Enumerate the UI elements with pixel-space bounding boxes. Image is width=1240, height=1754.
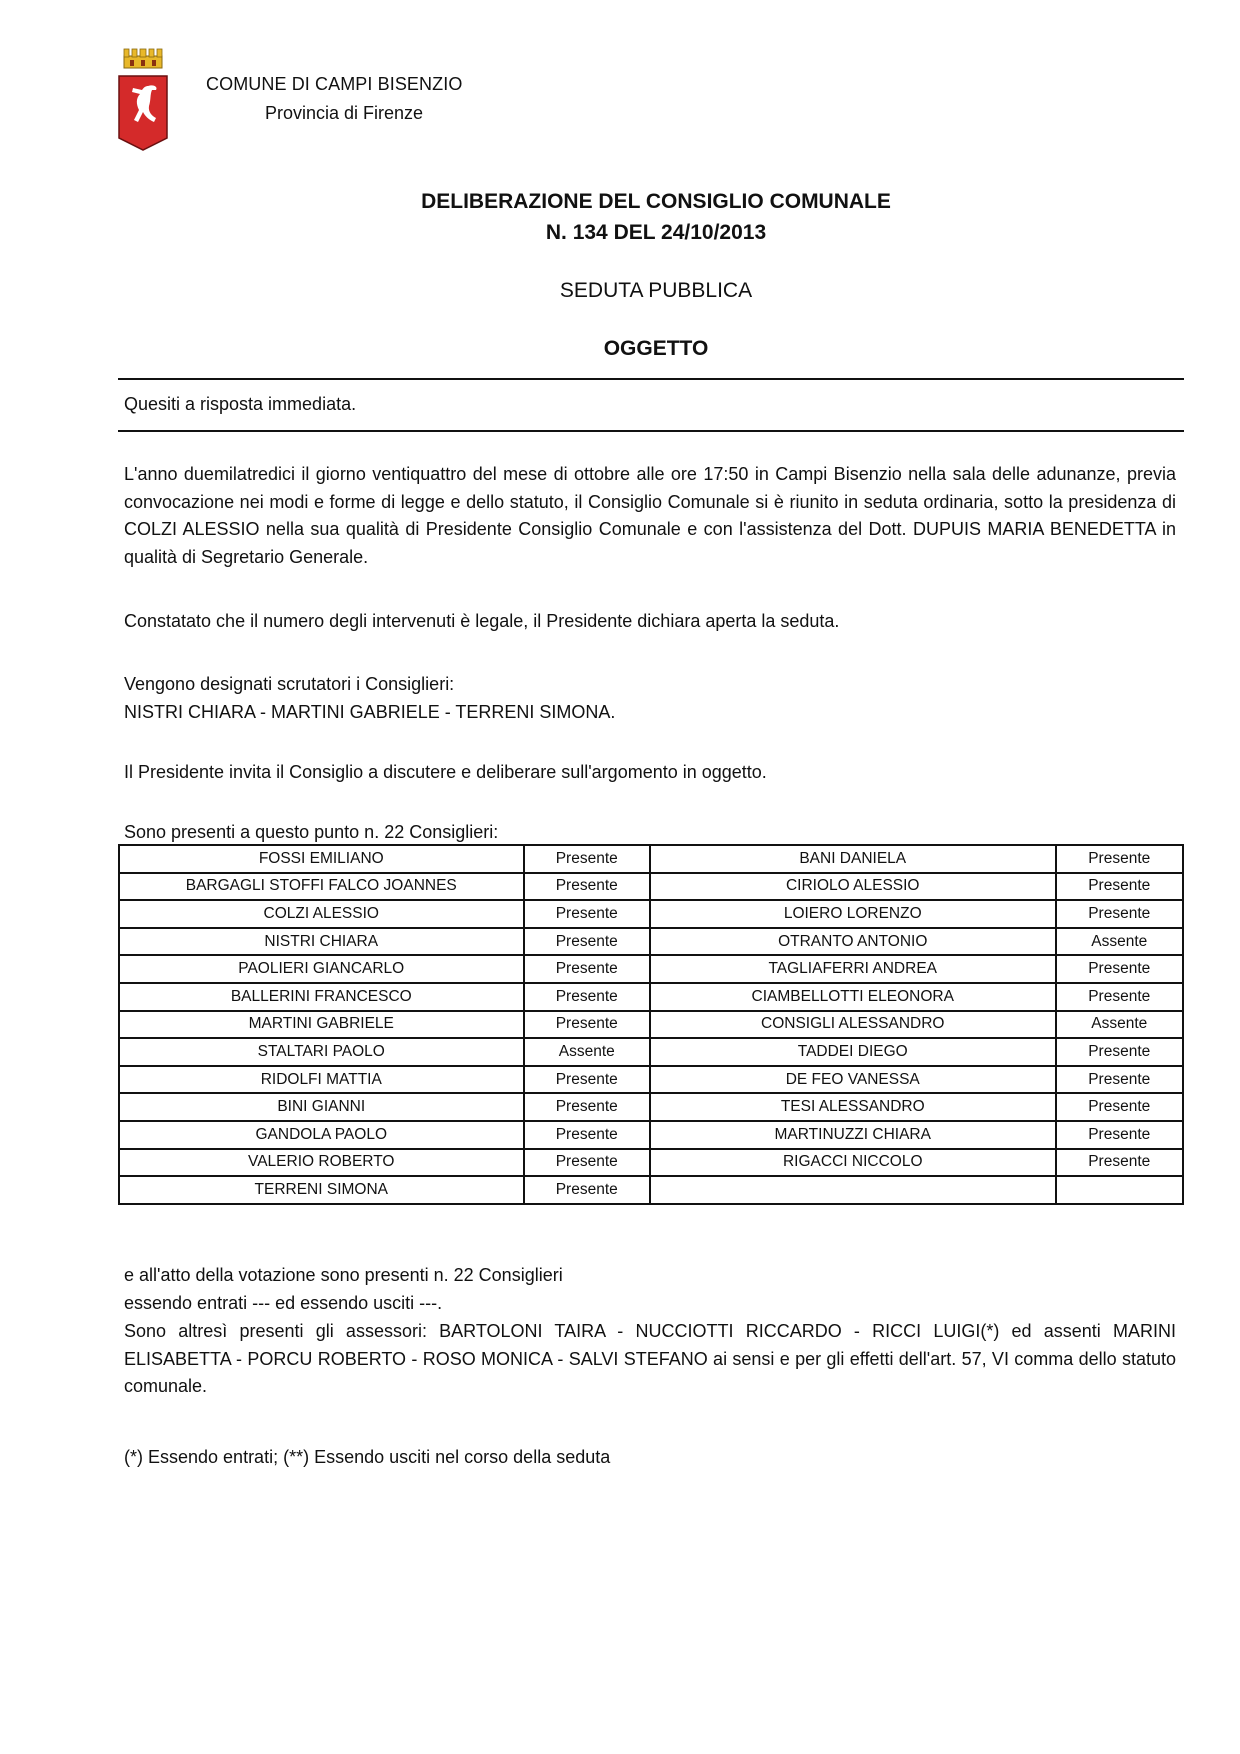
attendance-status: Presente xyxy=(524,873,650,901)
entered-exited: essendo entrati --- ed essendo usciti ---. xyxy=(124,1293,443,1313)
deliberation-number: N. 134 DEL 24/10/2013 xyxy=(545,221,767,244)
table-row xyxy=(119,983,1183,1011)
table-row xyxy=(119,1011,1183,1039)
attendance-status: Presente xyxy=(1056,1066,1184,1094)
table-row xyxy=(119,1038,1183,1066)
attendance-status: Presente xyxy=(1056,1121,1184,1149)
attendance-status: Presente xyxy=(1056,955,1184,983)
attendance-status: Presente xyxy=(524,1121,650,1149)
councillor-name: VALERIO ROBERTO xyxy=(119,1149,524,1177)
councillor-name: GANDOLA PAOLO xyxy=(119,1121,524,1149)
councillor-name: BINI GIANNI xyxy=(119,1093,524,1121)
divider xyxy=(118,378,1184,380)
invitation-paragraph: Il Presidente invita il Consiglio a discutere e deliberare sull'argomento in oggetto. xyxy=(124,762,767,782)
councillor-name: BALLERINI FRANCESCO xyxy=(119,983,524,1011)
scrutineers-names: NISTRI CHIARA - MARTINI GABRIELE - TERRENI SIMONA. xyxy=(124,702,616,722)
document-title: DELIBERAZIONE DEL CONSIGLIO COMUNALE xyxy=(421,190,891,213)
councillor-name: COLZI ALESSIO xyxy=(119,900,524,928)
table-row xyxy=(119,955,1183,983)
table-row xyxy=(119,900,1183,928)
councillor-name: CONSIGLI ALESSANDRO xyxy=(650,1011,1056,1039)
councillor-name: TERRENI SIMONA xyxy=(119,1176,524,1204)
subject-heading: OGGETTO xyxy=(603,337,709,360)
attendance-status: Presente xyxy=(524,1149,650,1177)
councillor-name: STALTARI PAOLO xyxy=(119,1038,524,1066)
attendance-status: Presente xyxy=(524,1093,650,1121)
councillor-name: DE FEO VANESSA xyxy=(650,1066,1056,1094)
councillor-name: BARGAGLI STOFFI FALCO JOANNES xyxy=(119,873,524,901)
attendance-status: Presente xyxy=(524,928,650,956)
table-row xyxy=(119,1176,1183,1204)
footnote: (*) Essendo entrati; (**) Essendo usciti nel corso della seduta xyxy=(124,1447,611,1467)
attendance-status: Presente xyxy=(1056,1093,1184,1121)
table-row xyxy=(119,845,1183,873)
attendance-status: Presente xyxy=(524,983,650,1011)
councillor-name: BANI DANIELA xyxy=(650,845,1056,873)
vote-attendance: e all'atto della votazione sono presenti n. 22 Consiglieri xyxy=(124,1265,563,1285)
opening-paragraph: L'anno duemilatredici il giorno ventiquattro del mese di ottobre alle ore 17:50 in Campi Bisenzio nella sala delle adunanze, previa convocazione nei modi e forme di legge e dello statuto, il Consiglio Comunale si è riunito in seduta ordinaria, sotto la presidenza di COLZI ALESSIO nella sua qualità di Presidente Consiglio Comunale e con l'assistenza del Dott. DUPUIS MARIA BENEDETTA in qualità di Segretario Generale. xyxy=(124,464,1176,567)
attendance-status: Presente xyxy=(524,1176,650,1204)
coat-of-arms-icon xyxy=(116,46,170,156)
councillor-name: NISTRI CHIARA xyxy=(119,928,524,956)
councillor-name: PAOLIERI GIANCARLO xyxy=(119,955,524,983)
table-row xyxy=(119,1121,1183,1149)
councillor-name: MARTINUZZI CHIARA xyxy=(650,1121,1056,1149)
attendance-status: Presente xyxy=(524,1066,650,1094)
subject-text: Quesiti a risposta immediata. xyxy=(124,394,357,414)
councillor-name: CIRIOLO ALESSIO xyxy=(650,873,1056,901)
attendance-status: Presente xyxy=(1056,845,1184,873)
councillor-name: RIDOLFI MATTIA xyxy=(119,1066,524,1094)
councillor-name: FOSSI EMILIANO xyxy=(119,845,524,873)
attendance-status: Presente xyxy=(1056,983,1184,1011)
attendance-status: Presente xyxy=(524,900,650,928)
councillor-name: OTRANTO ANTONIO xyxy=(650,928,1056,956)
table-row xyxy=(119,873,1183,901)
organization-name: COMUNE DI CAMPI BISENZIO xyxy=(206,74,463,94)
table-row xyxy=(119,1093,1183,1121)
councillor-name: TADDEI DIEGO xyxy=(650,1038,1056,1066)
councillor-name: TAGLIAFERRI ANDREA xyxy=(650,955,1056,983)
assessors-paragraph: Sono altresì presenti gli assessori: BARTOLONI TAIRA - NUCCIOTTI RICCARDO - RICCI LUIGI(*) ed assenti MARINI ELISABETTA - PORCU ROBERTO - ROSO MONICA - SALVI STEFANO ai sensi e per gli effetti dell'art. 57, VI comma dello statuto comunale. xyxy=(124,1321,1176,1396)
attendance-label: Sono presenti a questo punto n. 22 Consiglieri: xyxy=(124,822,499,842)
table-row xyxy=(119,1149,1183,1177)
attendance-status: Presente xyxy=(1056,900,1184,928)
attendance-status: Presente xyxy=(1056,1038,1184,1066)
divider xyxy=(118,430,1184,432)
attendance-status: Assente xyxy=(1056,928,1184,956)
attendance-status: Assente xyxy=(524,1038,650,1066)
councillor-name: LOIERO LORENZO xyxy=(650,900,1056,928)
attendance-status xyxy=(1056,1176,1184,1204)
councillor-name: CIAMBELLOTTI ELEONORA xyxy=(650,983,1056,1011)
attendance-status: Assente xyxy=(1056,1011,1184,1039)
councillor-name: RIGACCI NICCOLO xyxy=(650,1149,1056,1177)
attendance-status: Presente xyxy=(524,1011,650,1039)
attendance-table xyxy=(118,844,1184,1205)
councillor-name: TESI ALESSANDRO xyxy=(650,1093,1056,1121)
attendance-status: Presente xyxy=(1056,1149,1184,1177)
table-row xyxy=(119,1066,1183,1094)
attendance-status: Presente xyxy=(524,845,650,873)
table-row xyxy=(119,928,1183,956)
session-type: SEDUTA PUBBLICA xyxy=(559,279,753,302)
councillor-name xyxy=(650,1176,1056,1204)
attendance-status: Presente xyxy=(1056,873,1184,901)
quorum-paragraph: Constatato che il numero degli intervenuti è legale, il Presidente dichiara aperta la seduta. xyxy=(124,611,840,631)
attendance-status: Presente xyxy=(524,955,650,983)
councillor-name: MARTINI GABRIELE xyxy=(119,1011,524,1039)
province-name: Provincia di Firenze xyxy=(265,103,424,123)
scrutineers-label: Vengono designati scrutatori i Consiglieri: xyxy=(124,674,455,694)
